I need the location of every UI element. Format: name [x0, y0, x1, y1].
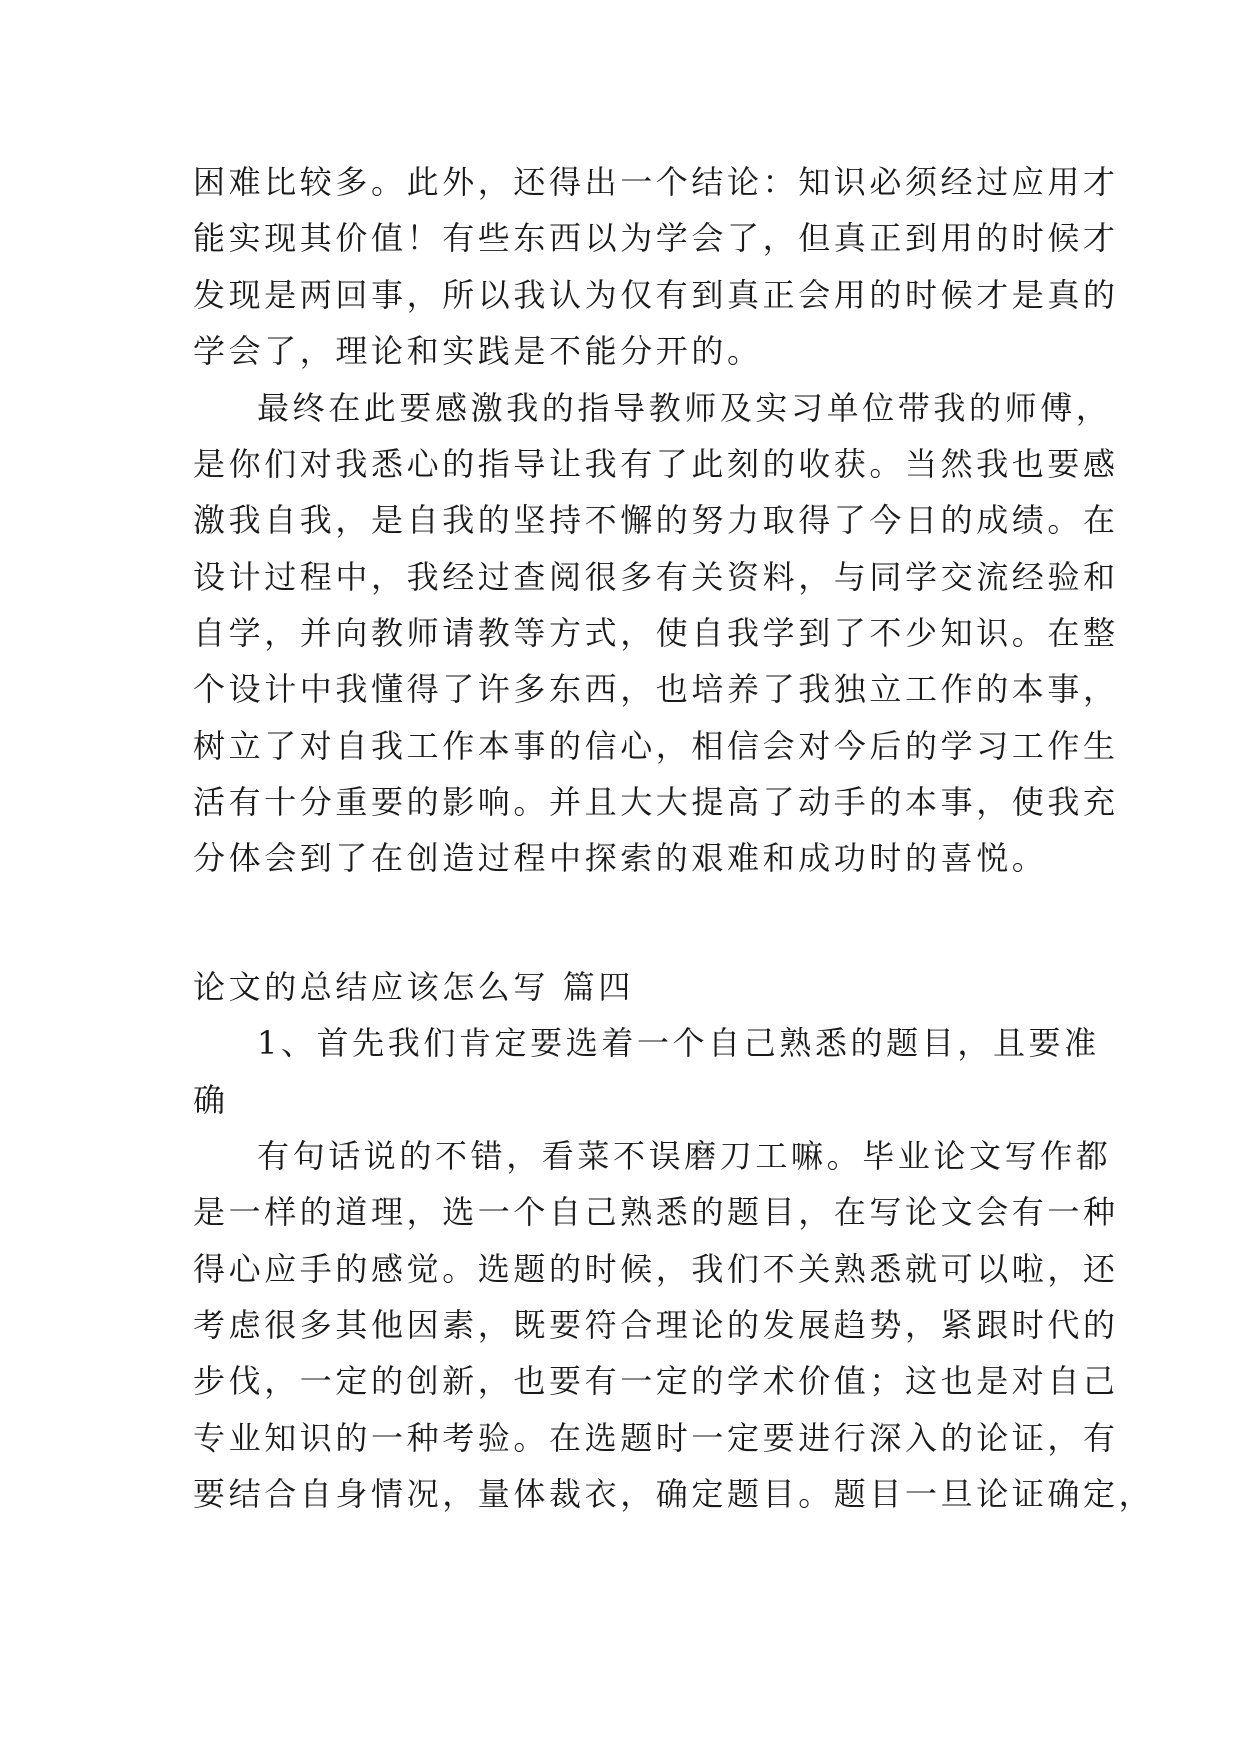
- text-line: 是你们对我悉心的指导让我有了此刻的收获。当然我也要感: [193, 445, 1119, 483]
- text-line: 学会了，理论和实践是不能分开的。: [193, 332, 763, 370]
- text-line: 确: [193, 1081, 229, 1119]
- text-line: 发现是两回事，所以我认为仅有到真正会用的时候才是真的: [193, 276, 1119, 314]
- text-line: 自学，并向教师请教等方式，使自我学到了不少知识。在整: [193, 614, 1119, 652]
- text-line: 树立了对自我工作本事的信心，相信会对今后的学习工作生: [193, 727, 1119, 765]
- text-line: 能实现其价值！有些东西以为学会了，但真正到用的时候才: [193, 219, 1119, 257]
- text-line: 是一样的道理，选一个自己熟悉的题目，在写论文会有一种: [193, 1193, 1119, 1231]
- paragraph-first-line: 最终在此要感激我的指导教师及实习单位带我的师傅，: [257, 389, 1112, 427]
- section-heading: 论文的总结应该怎么写 篇四: [193, 968, 634, 1006]
- text-line: 个设计中我懂得了许多东西，也培养了我独立工作的本事，: [193, 670, 1119, 708]
- text-line: 分体会到了在创造过程中探索的艰难和成功时的喜悦。: [193, 839, 1048, 877]
- text-line: 困难比较多。此外，还得出一个结论：知识必须经过应用才: [193, 163, 1119, 201]
- paragraph-first-line: 有句话说的不错，看菜不误磨刀工嘛。毕业论文写作都: [257, 1137, 1112, 1175]
- text-line: 要结合自身情况，量体裁衣，确定题目。题目一旦论证确定，: [193, 1475, 1155, 1513]
- text-line: 激我自我，是自我的坚持不懈的努力取得了今日的成绩。在: [193, 501, 1119, 539]
- document-page: [193, 0, 1155, 1754]
- text-line: 步伐，一定的创新，也要有一定的学术价值；这也是对自己: [193, 1362, 1119, 1400]
- text-line: 设计过程中，我经过查阅很多有关资料，与同学交流经验和: [193, 558, 1119, 596]
- text-line: 活有十分重要的影响。并且大大提高了动手的本事，使我充: [193, 783, 1119, 821]
- list-item-heading: 1、首先我们肯定要选着一个自己熟悉的题目，且要准: [257, 1024, 1100, 1062]
- text-line: 专业知识的一种考验。在选题时一定要进行深入的论证，有: [193, 1419, 1119, 1457]
- text-line: 考虑很多其他因素，既要符合理论的发展趋势，紧跟时代的: [193, 1306, 1119, 1344]
- text-line: 得心应手的感觉。选题的时候，我们不关熟悉就可以啦，还: [193, 1250, 1119, 1288]
